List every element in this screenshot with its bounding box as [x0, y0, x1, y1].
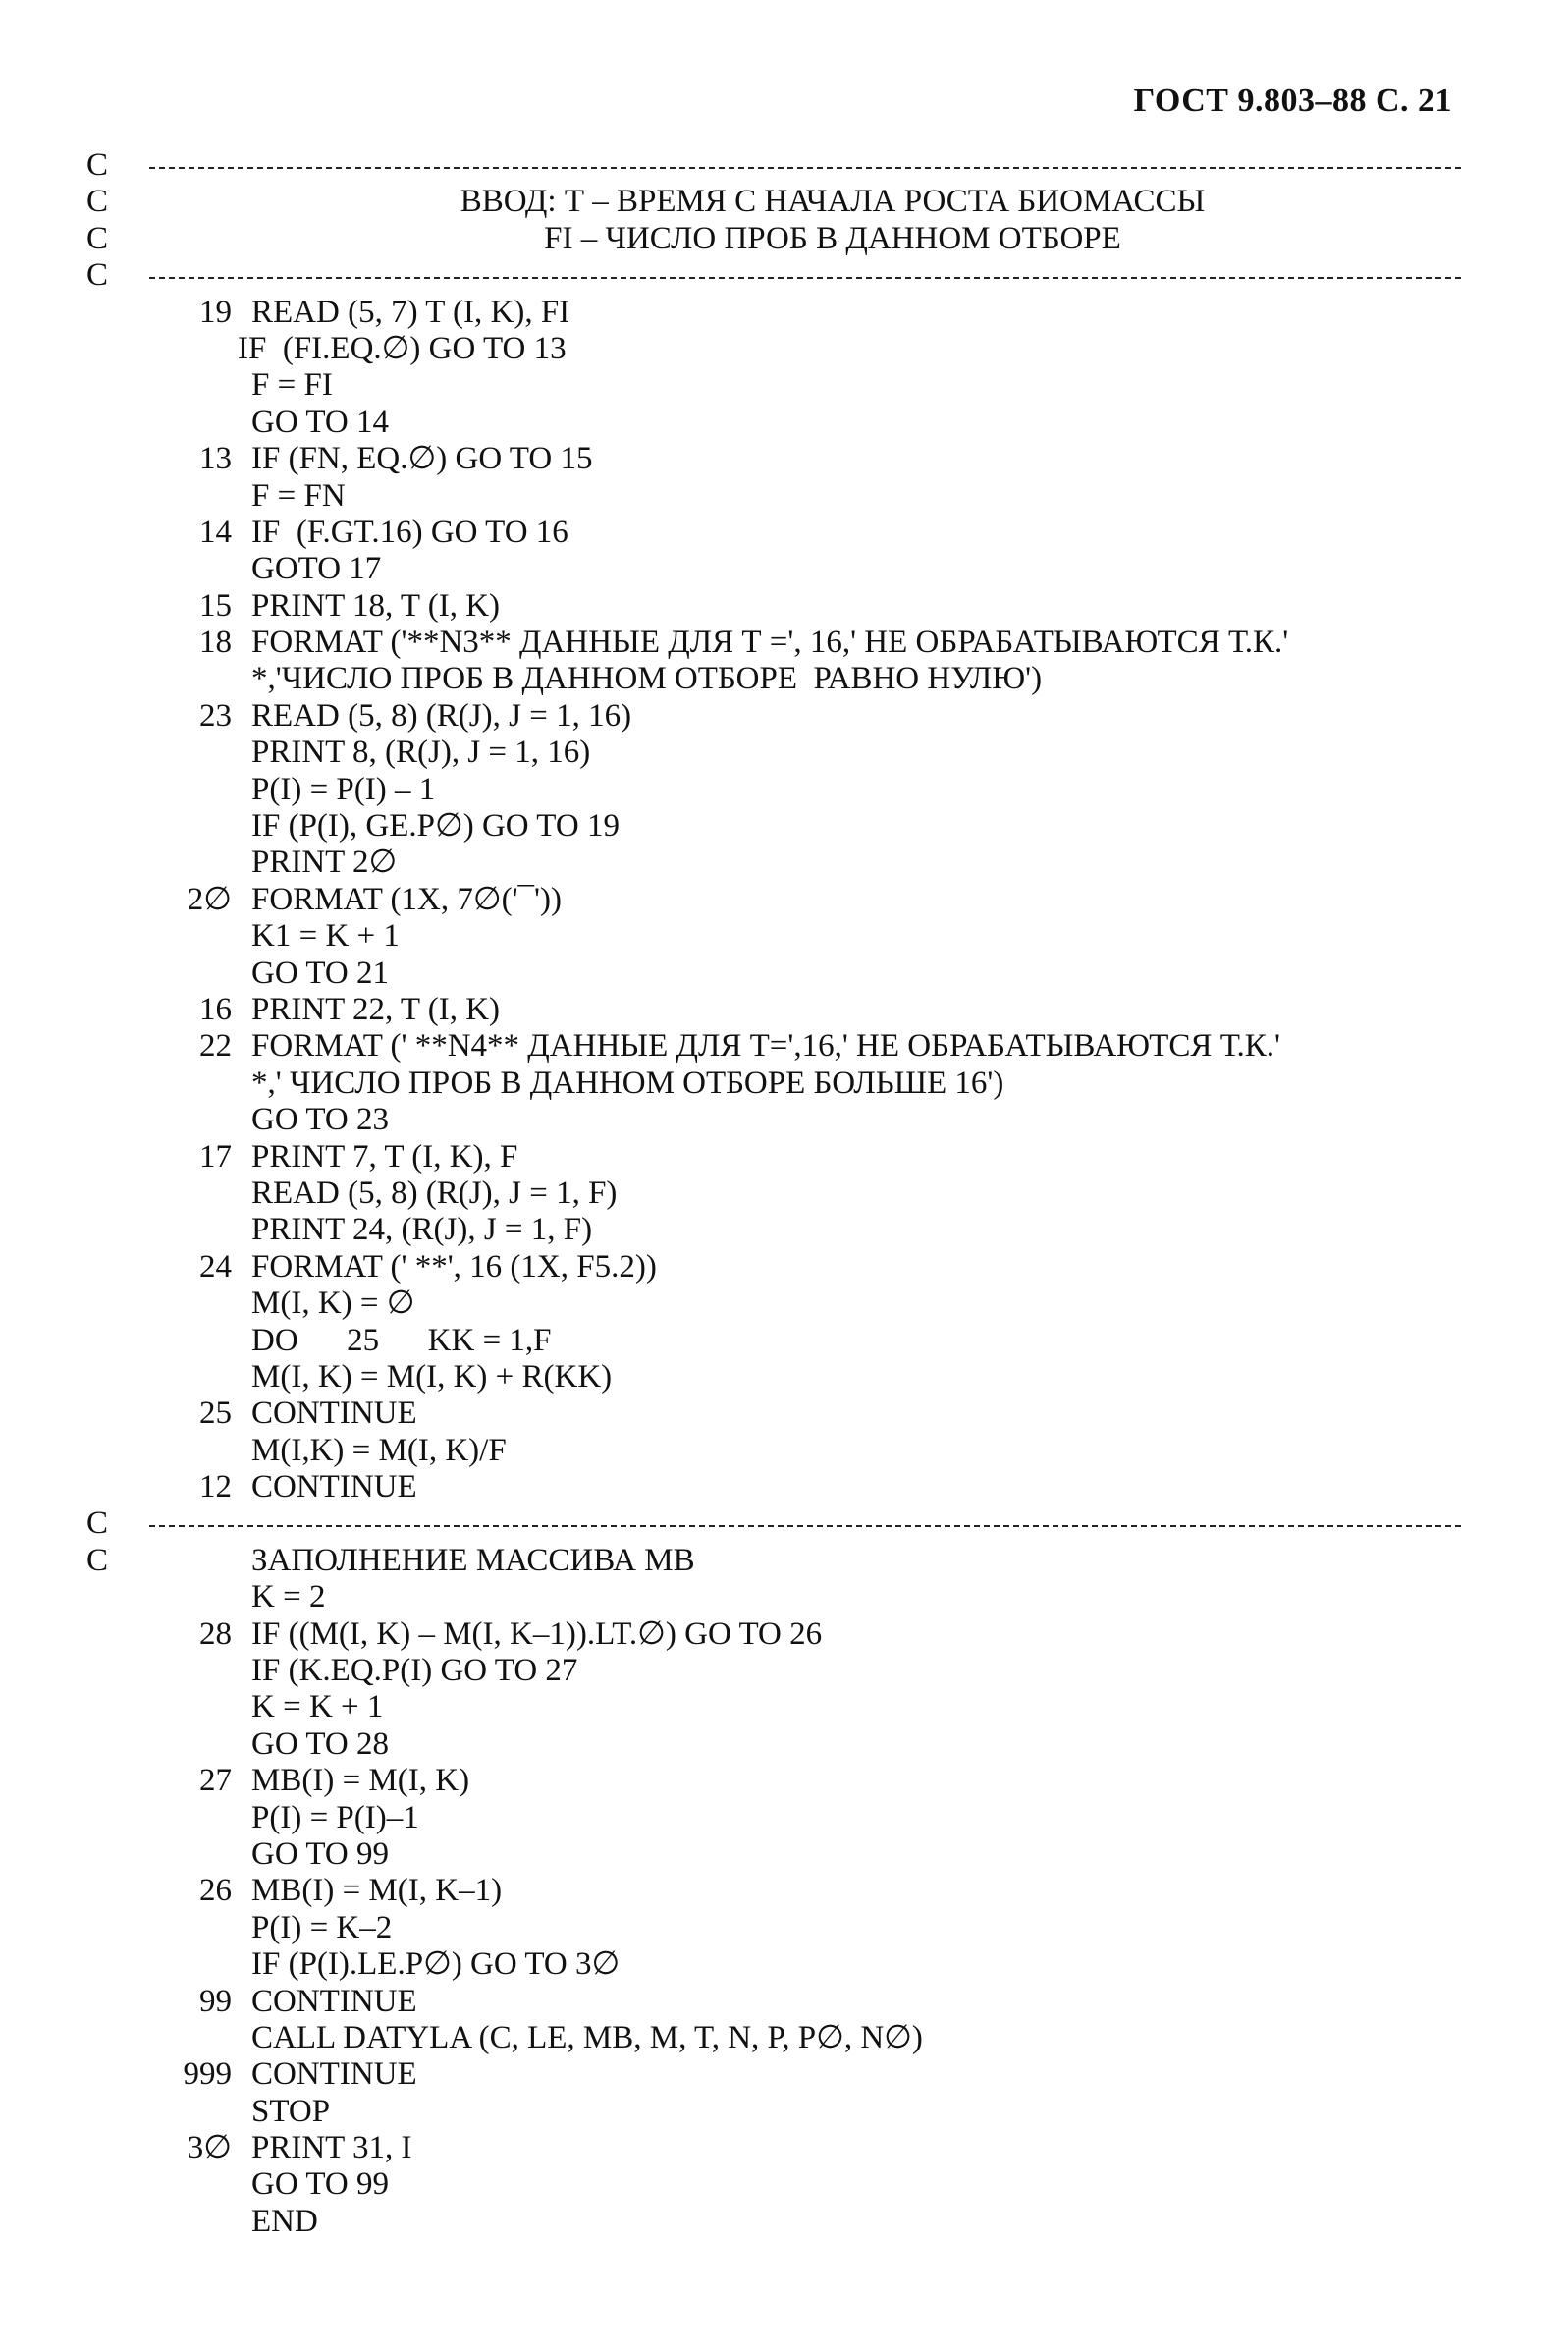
code-line: [86, 1323, 1461, 1359]
dashed-separator: [145, 1505, 1461, 1542]
statement-text: READ (5, 7) T (I, K), FI: [251, 294, 570, 330]
code-line: [86, 2130, 1461, 2166]
code-line: [86, 1984, 1461, 2020]
code-line: [86, 2056, 1461, 2093]
code-line: [86, 1873, 1461, 1909]
statement-label: 2∅: [187, 881, 232, 917]
comment-rule-line: [86, 257, 1461, 294]
statement-label: 22: [199, 1028, 232, 1065]
statement-text: CONTINUE: [251, 1469, 417, 1505]
statement-text: *,' ЧИСЛО ПРОБ В ДАННОМ ОТБОРЕ БОЛЬШЕ 16'): [251, 1065, 1004, 1101]
statement-text: GO TO 99: [251, 2166, 389, 2203]
statement-label: 17: [199, 1138, 232, 1175]
statement-text: *,'ЧИСЛО ПРОБ В ДАННОМ ОТБОРЕ РАВНО НУЛЮ'): [251, 661, 1043, 697]
statement-text: IF (P(I).LE.P∅) GO TO 3∅: [251, 1946, 621, 1983]
code-line: [86, 1469, 1461, 1505]
statement-text: READ (5, 8) (R(J), J = 1, 16): [251, 697, 632, 734]
code-line: [86, 1102, 1461, 1138]
code-line: [86, 1946, 1461, 1983]
statement-text: IF (K.EQ.P(I) GO TO 27: [251, 1653, 578, 1689]
code-line: [86, 772, 1461, 808]
code-line: [86, 1616, 1461, 1653]
code-line: [86, 295, 1461, 331]
code-line: [86, 1653, 1461, 1689]
code-line: [86, 1689, 1461, 1725]
dashed-separator: [145, 147, 1461, 184]
statement-text: IF (FI.EQ.∅) GO TO 13: [238, 330, 567, 366]
comment-marker: C: [86, 257, 109, 294]
statement-text: GO TO 21: [251, 955, 389, 991]
statement-label: 14: [199, 514, 232, 550]
statement-text: IF (FN, EQ.∅) GO TO 15: [251, 441, 593, 477]
code-line: [86, 588, 1461, 625]
statement-text: M(I,K) = M(I, K)/F: [251, 1432, 507, 1468]
code-line: [86, 1395, 1461, 1432]
statement-text: F = FN: [251, 477, 346, 514]
statement-text: P(I) = K–2: [251, 1909, 393, 1945]
comment-marker: C: [86, 1542, 109, 1578]
statement-text: GO TO 23: [251, 1102, 389, 1138]
code-line: [86, 1212, 1461, 1248]
code-line: [86, 1836, 1461, 1873]
statement-text: K1 = K + 1: [251, 918, 400, 955]
statement-text: PRINT 18, T (I, K): [251, 587, 501, 624]
code-line: [86, 992, 1461, 1028]
code-line: [86, 845, 1461, 881]
statement-text: PRINT 31, I: [251, 2130, 412, 2166]
statement-text: PRINT 2∅: [251, 845, 398, 881]
comment-text: ВВОД: Т – ВРЕМЯ С НАЧАЛА РОСТА БИОМАССЫ: [460, 184, 1206, 220]
code-line: [86, 918, 1461, 955]
statement-label: 16: [199, 991, 232, 1027]
comment-text: FI – ЧИСЛО ПРОБ В ДАННОМ ОТБОРЕ: [544, 220, 1121, 256]
statement-text: P(I) = P(I) – 1: [251, 771, 436, 807]
statement-text: MB(I) = M(I, K): [251, 1763, 470, 1799]
statement-text: FORMAT ('**N3** ДАННЫЕ ДЛЯ Т =', 16,' НЕ ОБРАБАТЫВАЮТСЯ Т.К.': [251, 625, 1289, 661]
code-line: [86, 1579, 1461, 1615]
statement-label: 18: [199, 625, 232, 661]
statement-text: FORMAT (' **', 16 (1X, F5.2)): [251, 1248, 657, 1285]
code-line: [86, 2204, 1461, 2240]
statement-label: 15: [199, 587, 232, 624]
statement-text: FORMAT (' **N4** ДАННЫЕ ДЛЯ Т=',16,' НЕ ОБРАБАТЫВАЮТСЯ Т.К.': [251, 1028, 1281, 1065]
code-line: [86, 221, 1461, 257]
code-line: [86, 551, 1461, 587]
fortran-listing: [86, 147, 1461, 2240]
code-line: [86, 515, 1461, 551]
statement-text: PRINT 8, (R(J), J = 1, 16): [251, 735, 591, 771]
statement-text: END: [251, 2203, 318, 2239]
code-line: [86, 956, 1461, 992]
statement-label: 27: [199, 1763, 232, 1799]
statement-text: PRINT 22, T (I, K): [251, 991, 501, 1027]
page-header: ГОСТ 9.803–88 С. 21: [1133, 82, 1452, 119]
code-line: [86, 882, 1461, 918]
code-line: [86, 661, 1461, 697]
statement-text: ЗАПОЛНЕНИЕ МАССИВА МВ: [251, 1542, 695, 1578]
code-line: [86, 405, 1461, 441]
code-line: [86, 1285, 1461, 1322]
statement-text: IF (P(I), GE.P∅) GO TO 19: [251, 808, 620, 845]
code-line: [86, 441, 1461, 477]
statement-label: 12: [199, 1469, 232, 1505]
statement-label: 99: [199, 1983, 232, 2019]
code-line: [86, 1543, 1461, 1579]
code-line: [86, 367, 1461, 404]
code-line: [86, 698, 1461, 735]
code-line: [86, 1800, 1461, 1836]
code-line: [86, 1433, 1461, 1469]
statement-text: CONTINUE: [251, 1983, 417, 2019]
statement-label: 24: [199, 1248, 232, 1285]
code-line: [86, 1359, 1461, 1395]
statement-text: CALL DATYLA (C, LE, MB, M, T, N, P, P∅, N∅): [251, 2019, 923, 2055]
code-line: [86, 2094, 1461, 2130]
statement-label: 25: [199, 1395, 232, 1432]
code-line: [86, 1726, 1461, 1763]
statement-text: P(I) = P(I)–1: [251, 1799, 419, 1835]
statement-text: K = 2: [251, 1579, 326, 1615]
code-line: [86, 1910, 1461, 1946]
code-line: [86, 331, 1461, 367]
statement-label: 28: [199, 1615, 232, 1652]
statement-text: GO TO 28: [251, 1725, 389, 1762]
statement-label: 23: [199, 697, 232, 734]
statement-label: 999: [183, 2056, 232, 2093]
statement-text: GOTO 17: [251, 551, 382, 587]
comment-marker: C: [86, 220, 109, 256]
statement-text: CONTINUE: [251, 1395, 417, 1432]
statement-label: 3∅: [187, 2130, 232, 2166]
statement-text: FORMAT (1X, 7∅('¯')): [251, 881, 562, 917]
statement-text: READ (5, 8) (R(J), J = 1, F): [251, 1175, 618, 1211]
statement-text: F = FI: [251, 367, 333, 404]
code-line: [86, 2020, 1461, 2056]
statement-text: IF ((M(I, K) – M(I, K–1)).LT.∅) GO TO 26: [251, 1615, 823, 1652]
statement-label: 19: [199, 294, 232, 330]
comment-rule-line: [86, 1505, 1461, 1542]
statement-text: GO TO 14: [251, 404, 389, 440]
statement-label: 26: [199, 1873, 232, 1909]
code-line: [86, 1139, 1461, 1176]
code-line: [86, 1028, 1461, 1065]
code-line: [86, 184, 1461, 220]
statement-text: PRINT 24, (R(J), J = 1, F): [251, 1212, 593, 1248]
comment-marker: C: [86, 147, 109, 183]
code-line: [86, 1066, 1461, 1102]
code-line: [86, 478, 1461, 515]
statement-text: STOP: [251, 2093, 331, 2129]
statement-text: GO TO 99: [251, 1835, 389, 1872]
comment-marker: C: [86, 1505, 109, 1542]
comment-marker: C: [86, 184, 109, 220]
code-line: [86, 735, 1461, 771]
statement-label: 13: [199, 441, 232, 477]
code-line: [86, 2166, 1461, 2203]
statement-text: DO 25 KK = 1,F: [251, 1322, 552, 1358]
statement-text: MB(I) = M(I, K–1): [251, 1873, 503, 1909]
statement-text: M(I, K) = ∅: [251, 1285, 415, 1322]
statement-text: K = K + 1: [251, 1689, 384, 1725]
statement-text: PRINT 7, T (I, K), F: [251, 1138, 518, 1175]
code-line: [86, 1249, 1461, 1285]
statement-text: CONTINUE: [251, 2056, 417, 2093]
code-line: [86, 808, 1461, 845]
code-line: [86, 1763, 1461, 1799]
statement-text: IF (F.GT.16) GO TO 16: [251, 514, 568, 550]
comment-rule-line: [86, 147, 1461, 184]
code-line: [86, 625, 1461, 661]
statement-text: M(I, K) = M(I, K) + R(KK): [251, 1358, 613, 1394]
dashed-separator: [145, 257, 1461, 294]
code-line: [86, 1176, 1461, 1212]
